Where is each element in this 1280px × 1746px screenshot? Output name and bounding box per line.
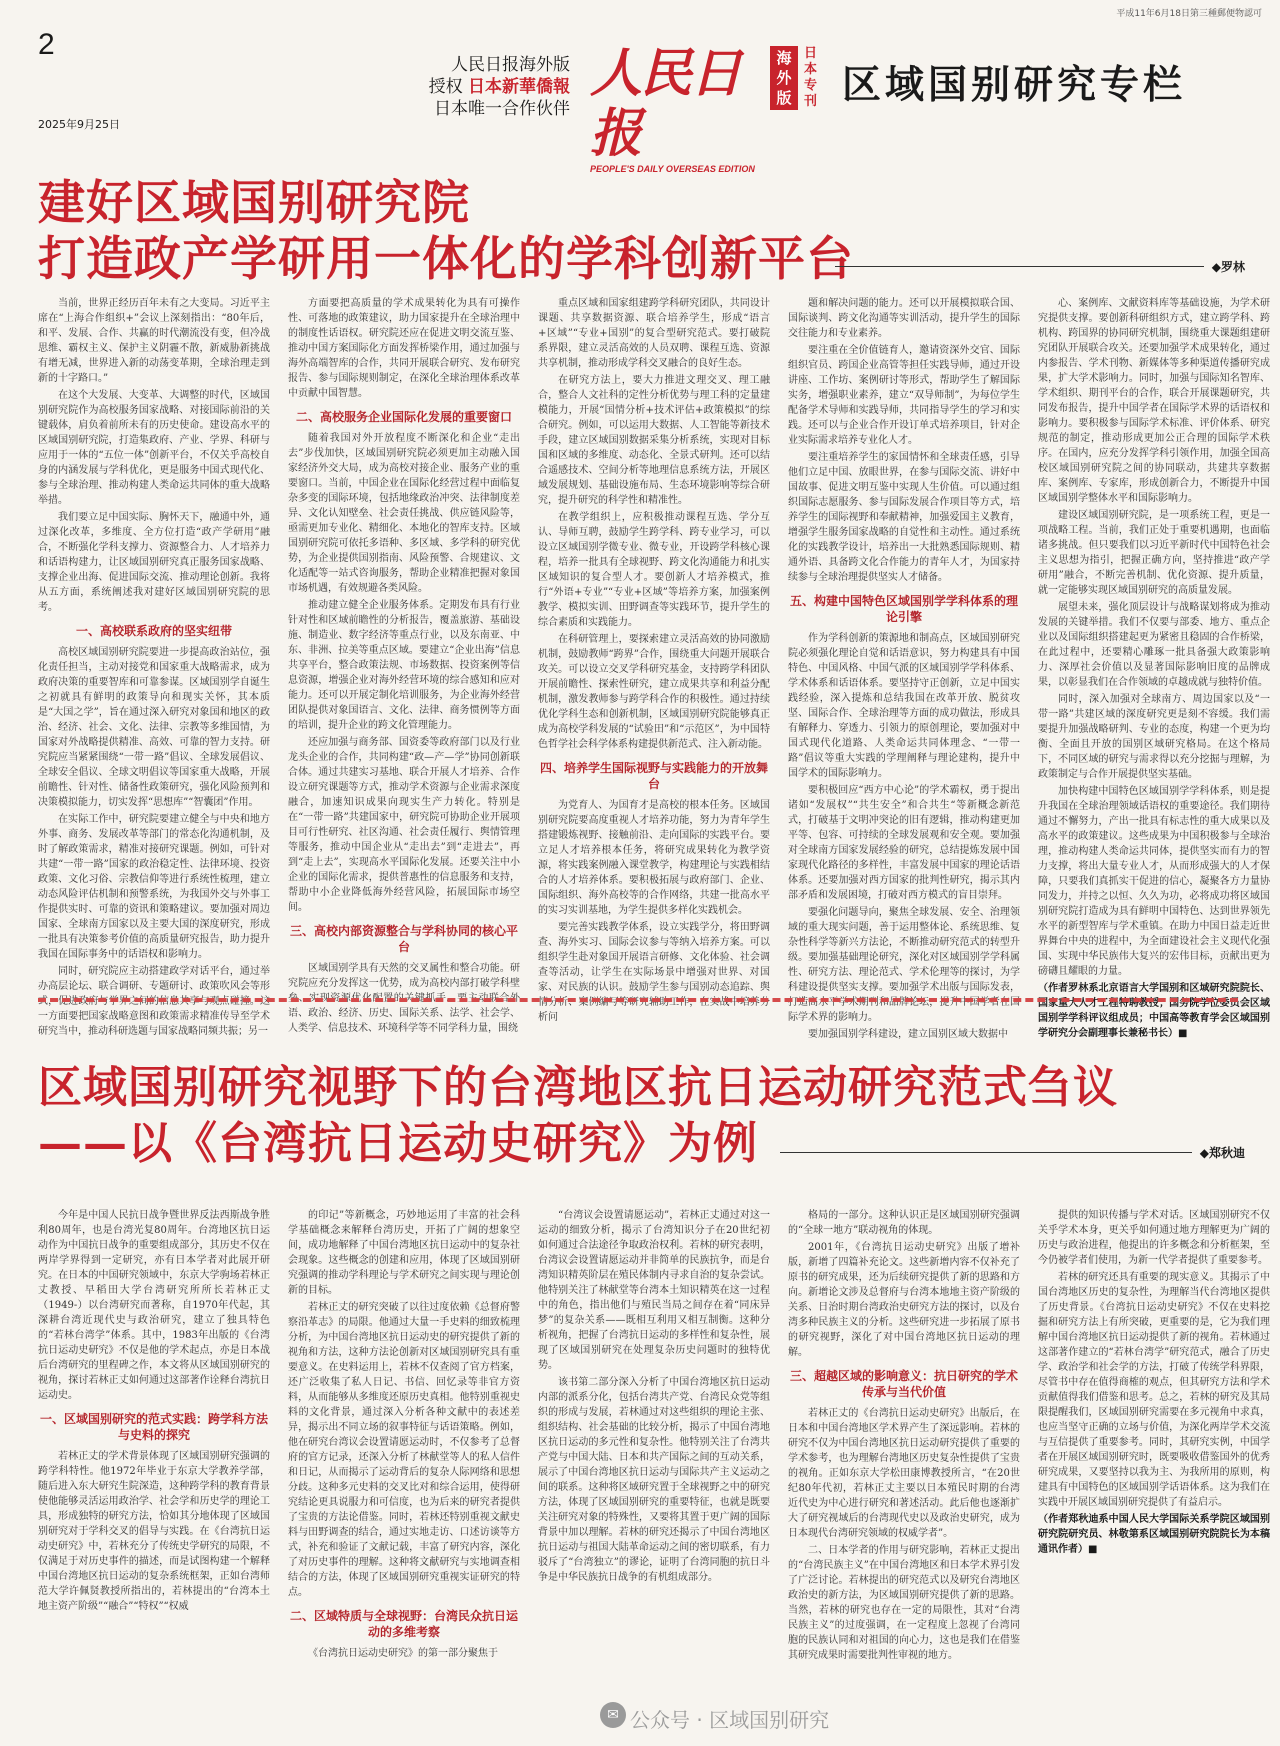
paragraph: 若林的研究还具有重要的现实意义。其揭示了中国台湾地区历史的复杂性，为理解当代台湾地区提供了历史背景。《台湾抗日运动史研究》不仅在史料挖掘和研究方法上有所突破，更重要的是，它为我们理解中国台湾地区抗日运动提供了新的视角。若林通过这部著作建立的“若林台湾学”研究范式，融合了历史学、政治学和社会学的方法，打破了传统学科界限，尽管书中存在值得商榷的观点，但其研究方法和学术贡献值得我们借鉴和思考。总之，若林的研究及其局限提醒我们，区域国别研究需要在多元视角中求真，也应当坚守正确的立场与价值，为深化两岸学术交流与互信提供了重要参考。同时，其研究实例，中国学者在开展区域国别研究时，既要吸收借鉴国外的优秀研究成果，又要坚持以我为主、为我所用的原则，构建具有中国特色的区域国别学话语体系。这为我们在实践中开展区域国别研究提供了有益启示。 <box>1038 1272 1270 1508</box>
paragraph: 2001年，《台湾抗日运动史研究》出版了增补版，新增了四篇补充论文。这些新增内容不仅补充了原书的研究成果，还为后续研究提供了新的思路和方向。新增论文涉及总督府与台湾本地地主资产阶级的关系、日治时期台湾政治史研究方法的探讨，以及台湾多种民族主义的分析。这些研究进一步拓展了原书的研究视野，深化了对中国台湾地区抗日运动的理解。 <box>788 1242 1020 1358</box>
article2-byline-row <box>780 1142 1245 1162</box>
article2-column <box>538 1208 770 1704</box>
section-heading: 一、高校联系政府的坚实纽带 <box>75 624 232 638</box>
partner-line-2: 授权 日本新華僑報 <box>428 77 570 97</box>
article1-column <box>288 296 520 1034</box>
paragraph: 我们要立足中国实际、胸怀天下，融通中外，通过深化改革，多维度、全方位打造“政产学研用”融合，不断强化学科支撑力、资源整合力、人才培养力和话语构建力，让区域国别研究真正服务国家战略、支撑企业出海、促进国际交流、推动理论创新。我将从五方面，系统阐述我对建好区域国别研究院的思考。 <box>38 512 270 613</box>
corner-note: 平成11年6月18日第三種郵便物認可 <box>1116 9 1262 19</box>
issue-date: 2025年9月25日 <box>38 118 120 131</box>
article2-column <box>38 1208 270 1704</box>
section-heading: 四、培养学生国际视野与实践能力的开放舞台 <box>539 761 768 791</box>
paragraph: “台湾议会设置请愿运动”，若林正丈通过对这一运动的细致分析，揭示了台湾知识分子在20世纪初如何通过合法途径争取政治权利。若林的研究表明，台湾议会设置请愿运动并非简单的民族抗争，而是台湾知识精英阶层在殖民体制内寻求自治的复杂尝试。他特别关注了林献堂等台湾本土知识精英在这一过程中的角色，指出他们与殖民当局之间存在着“同床异梦”的复杂关系——既相互利用又相互制衡。这种分析视角，把握了台湾抗日运动的多样性和复杂性，展现了区域国别研究在处理复杂历史问题时的独特优势。 <box>538 1210 770 1371</box>
partner-brand: 日本新華僑報 <box>468 77 570 97</box>
masthead <box>590 43 770 174</box>
article1-byline-row <box>835 256 1245 276</box>
section-heading: 一、区域国别研究的范式实践：跨学科方法与史料的探究 <box>39 1412 268 1442</box>
section-heading: 二、高校服务企业国际化发展的重要窗口 <box>295 410 512 424</box>
paragraph: 区域国别学具有天然的交叉属性和整合功能。研究院应充分发挥这一优势，成为高校内部打破学科壁垒、实现资源优化配置的关键抓手。要主动联合外语、政治、经济、历史、国际关系、法学、社会学、人类学、信息技术、环境科学等不同学科力量，围绕 <box>288 963 520 1034</box>
page-number: 2 <box>38 28 55 61</box>
paragraph: 还应加强与商务部、国资委等政府部门以及行业龙头企业的合作，共同构建“政—产—学”协同创新联合体。通过共建实习基地、联合开展人才培养、合作设立研究课题等方式，推动学术资源与企业需求深度融合，加速知识成果向现实生产力转化。特别是在“一带一路”共建国家中，研究院可协助企业开展项目可行性研究、社区沟通、社会责任履行、舆情管理等服务，推动中国企业从“走出去”到“走进去”，再到“走上去”，实现高水平国际化发展。还要关注中小企业的国际化需求，提供普惠性的信息服务和支持，帮助中小企业降低海外经营风险，拓展国际市场空间。 <box>288 737 520 913</box>
section-heading: 三、高校内部资源整合与学科协同的核心平台 <box>289 924 518 954</box>
paragraph: 作为学科创新的策源地和制高点，区域国别研究院必须强化理论自觉和话语意识，努力构建具有中国特色、中国风格、中国气派的区域国别学学科体系、学术体系和话语体系。要坚持守正创新，立足中国实践经验，深入提炼和总结我国在改革开放、脱贫攻坚、国际合作、全球治理等方面的成功做法，形成具有解释力、穿透力、引领力的原创理论，要加强对中国式现代化道路、人类命运共同体理念、“一带一路”倡议等重大实践的学理阐释与理论建构，提升中国学术的国际影响力。 <box>788 633 1020 779</box>
article1-byline: ◆罗林 <box>1211 259 1245 274</box>
section-heading: 五、构建中国特色区域国别学学科体系的理论引擎 <box>789 594 1018 624</box>
byline-rule <box>835 266 1204 267</box>
paragraph: 同时，研究院应主动搭建政学对话平台，通过举办高层论坛、联合调研、专题研讨、政策吹风会等形式，促进政府与学界之间的信息共享与观点碰撞。这一方面要把国家战略意图和政策需求精准传导至学术研究当中，推动科研选题与国家战略同频共振；另一 <box>38 966 270 1037</box>
overseas-edition-tag: 海外版 <box>770 46 798 110</box>
article2-title-line1: 区域国别研究视野下的台湾地区抗日运动研究范式刍议 <box>38 1062 1118 1113</box>
paragraph: 重点区域和国家组建跨学科研究团队，共同设计课题、共享数据资源、联合培养学生，形成“语言+区域”“专业+国别”的复合型研究范式。要打破院系界限，建立灵活高效的人员双聘、课程互选、资源共享机制，推动形成学科交叉融合的良好生态。 <box>538 298 770 369</box>
article1-column <box>538 296 770 1023</box>
paragraph: 的印记”等新概念，巧妙地运用了丰富的社会科学基础概念来解释台湾历史，开拓了广阔的想象空间，成功地解释了中国台湾地区抗日运动中的复杂社会现象。这些概念的创建和应用，体现了区域国别研究强调的推动学科理论与学术研究之间实现与理论创新的目标。 <box>288 1210 520 1296</box>
paragraph: 在研究方法上，要大力推进文理交叉、理工融合，整合人文社科的定性分析优势与理工科的定量建模能力，开展“国情分析+技术评估+政策模拟”的综合研究。例如，可以运用大数据、人工智能等新技术手段，建立区域国别数据采集分析系统，实现对目标国和区域的多维度、动态化、全景式研判。还可以结合遥感技术、空间分析等地理信息系统方法，开展区域发展规划、基础设施布局、生态环境影响等综合研究，提升研究的科学性和精准性。 <box>538 375 770 506</box>
paragraph: 《台湾抗日运动史研究》的第一部分聚焦于 <box>308 1648 498 1659</box>
article2-column <box>788 1208 1020 1704</box>
paragraph: 要注重培养学生的家国情怀和全球责任感，引导他们立足中国、放眼世界，在参与国际交流、讲好中国故事、促进文明互鉴中实现人生价值。可以通过组织国际志愿服务、参与国际发展合作项目等方式，培养学生的国际视野和奉献精神，加强爱国主义教育，增强学生服务国家战略的自觉性和主动性。通过系统化的实践教学设计，培养出一大批熟悉国际规则、精通外语、具备跨文化合作能力的青年人才，为国家持续参与全球治理提供坚实人才储备。 <box>788 452 1020 583</box>
article1-title-line1: 建好区域国别研究院 <box>38 176 470 231</box>
article2-column <box>1038 1208 1270 1704</box>
paragraph: 要注重在全价值链育人，邀请资深外交官、国际组织官员、跨国企业高管等担任实践导师，通过开设讲座、工作坊、案例研讨等形式，帮助学生了解国际实务，增强职业素养，建立“双导师制”，为每位学生配备学术导师和实践导师，共同指导学生的学习和实践。还可以与企业合作开设订单式培养项目，针对企业实际需求培养专业化人才。 <box>788 345 1020 446</box>
watermark: 公众号 · 区域国别研究 <box>630 1708 830 1732</box>
paragraph: 在科研管理上，要探索建立灵活高效的协同激励机制，鼓励教师“跨界”合作，围绕重大问题开展联合攻关。可以设立交叉学科研究基金，支持跨学科团队开展前瞻性、探索性研究，建立成果共享和利益分配机制，激发教师参与跨学科合作的积极性。通过持续优化学科生态和创新机制，区域国别研究院能够真正成为高校学科发展的“试验田”和“示范区”，为中国特色哲学社会科学体系构建提供新范式、注入新动能。 <box>538 634 770 750</box>
article1-headline <box>38 176 854 288</box>
article2-body <box>38 1208 1280 1704</box>
paragraph: 展望未来，强化顶层设计与战略谋划将成为推动发展的关键举措。我们不仅要与部委、地方、重点企业以及国际组织搭建起更为紧密且稳固的合作桥梁，在此过程中，还要精心雕琢一批具备强大政策影响力、深厚社会价值以及显著国际影响旧度的品牌成果，以彰显我们在合作领域的卓越成就与独特价值。 <box>1038 602 1270 688</box>
paragraph: 心、案例库、文献资料库等基础设施，为学术研究提供支撑。要创新科研组织方式，建立跨学科、跨机构、跨国界的协同研究机制，围绕重大课题组建研究团队开展联合攻关。还要加强学术成果转化，通过内参报告、学术刊物、新媒体等多种渠道传播研究成果，扩大学术影响力。同时，加强与国际知名智库、学术组织、期刊平台的合作，联合开展课题研究，共同发布报告，提升中国学者在国际学术界的话语权和影响力。要积极参与国际学术标准、评价体系、研究规范的制定，推动形成更加公正合理的国际学术秩序。在国内，应充分发挥学科引领作用，加强全国高校区域国别研究院之间的协同联动，共建共享数据库、案例库、专家库，形成创新合力，不断提升中国区域国别学整体水平和国际影响力。 <box>1038 298 1270 504</box>
paragraph: 今年是中国人民抗日战争暨世界反法西斯战争胜利80周年，也是台湾光复80周年。台湾地区抗日运动作为中国抗日战争的重要组成部分，其历史不仅在两岸学界得到一定研究，亦有日本学者对此展开研究。在日本的中国研究领域中，东京大学驹场若林正丈教授、早稻田大学台湾研究所所长若林正丈（1949-）以台湾研究而著称，自1970年代起，其深耕台湾近现代史与政治研究，建立了独具特色的“若林台湾学”体系。其中，1983年出版的《台湾抗日运动史研究》不仅是他的学术起点，亦是日本战后台湾研究的里程碑之作，本文将从区域国别研究的视角，探讨若林正丈如何通过这部著作诠释台湾抗日运动史。 <box>38 1210 270 1401</box>
paragraph: 在教学组织上，应积极推动课程互选、学分互认、导师互聘，鼓励学生跨学科、跨专业学习，可以设立区域国别学微专业、微专业，开设跨学科核心课程，培养一批具有全球视野、跨文化沟通能力和扎实区域知识的复合型人才。要创新人才培养模式，推行“外语+专业”“专业+区域”等培养方案，加强案例教学、模拟实训、田野调查等实践环节，提升学生的综合素质和实践能力。 <box>538 512 770 628</box>
paragraph: 方面要把高质量的学术成果转化为具有可操作性、可落地的政策建议，助力国家提升在全球治理中的制度性话语权。研究院还应在促进文明交流互鉴、推动中国方案国际化方面发挥桥梁作用，通过加强与海外高端智库的合作，共同开展联合研究、发布研究报告、参与国际规则制定，在深化全球治理体系改革中贡献中国智慧。 <box>288 298 520 399</box>
paragraph: 提供的知识传播与学术对话。区域国别研究不仅关乎学术本身，更关乎如何通过地方理解更为广阔的历史与政治进程，他提出的许多概念和分析框架，至今仍被学者们使用，为新一代学者提供了重要参考。 <box>1038 1210 1270 1266</box>
article2-column <box>288 1208 520 1704</box>
article1-column <box>788 296 1020 1040</box>
paragraph: 当前，世界正经历百年未有之大变局。习近平主席在“上海合作组织+”会议上深刻指出：“80年后，和平、发展、合作、共赢的时代潮流没有变，但冷战思维、霸权主义、保护主义阴霾不散，新威胁新挑战有增无减，世界进入新的动荡变革期，全球治理走到新的十字路口。” <box>38 298 270 384</box>
author-note: （作者郑秋迪系中国人民大学国际关系学院区域国别研究院研究员、林敬第系区域国别研究院院长为本稿通讯作者）■ <box>1038 1514 1270 1555</box>
paragraph: 同时，深入加强对全球南方、周边国家以及“一带一路”共建区域的深度研究更是刻不容缓。我们需要提升加强战略研判、专业的态度，构建一个更为均衡、全面且开放的国别区域研究格局。在这个格局下，不同区域的研究与需求得以充分挖掘与理解，为政策制定与合作开展提供坚实基础。 <box>1038 694 1270 780</box>
partner-line-1: 人民日报海外版 <box>451 55 570 75</box>
masthead-english: PEOPLE'S DAILY OVERSEAS EDITION <box>590 164 755 174</box>
paragraph: 随着我国对外开放程度不断深化和企业“走出去”步伐加快，区域国别研究院必须更加主动融入国家经济外交大局，成为高校对接企业、服务产业的重要窗口。当前，中国企业在国际化经营过程中面临复杂多变的国际环境，包括地缘政治冲突、法律制度差异、文化认知壁垒、社会责任挑战、供应链风险等，亟需更加专业化、精细化、本地化的智库支持。区域国别研究院可依托多语种、多区域、多学科的研究优势，为企业提供国别指南、风险预警、合规建议、文化适配等一站式咨询服务，帮助企业精准把握对象国市场机遇，有效规避各类风险。 <box>288 433 520 594</box>
article1-body <box>38 296 1280 1040</box>
paragraph: 格局的一部分。这种认识正是区域国别研究强调的“全球一地方”联动视角的体现。 <box>788 1210 1020 1236</box>
partner-block <box>400 54 570 120</box>
paragraph: 要加强国别学科建设，建立国别区域大数据中 <box>808 1029 1008 1040</box>
paragraph: 若林正丈的学术背景体现了区域国别研究强调的跨学科特性。他1972年毕业于东京大学教养学部，随后进入东大研究生院深造，这种跨学科的教育背景使他能够灵活运用政治学、社会学和历史学的理论工具，形成独特的研究方法，恰如其分地体现了区域国别研究对于学科交叉的倡导与实践。在《台湾抗日运动史研究》中，若林充分了传统史学研究的局限，不仅满足于对历史事件的描述，而是试图构建一个解释中国台湾地区抗日运动的复杂系统框架，正如台湾师范大学许佩贤教授所指出的，若林提出的“台湾本土地主资产阶级”“融合”“特权”“权威 <box>38 1451 270 1612</box>
byline-rule <box>780 1152 1192 1153</box>
paragraph: 加快构建中国特色区域国别学学科体系，则是提升我国在全球治理领域话语权的重要途径。我们期待通过不懈努力，产出一批具有标志性的重大成果以及高水平的政策建议。这些成果为中国积极参与全球治理，推动构建人类命运共同体，提供坚实而有力的智力支撑，将出大量专业人才，从而形成强大的人才保障，只要我们真抓实干促进的信心，凝聚各方力量协同发力，并持之以恒、久久为功，必将成功将区域国别研究院打造成为具有鲜明中国特色、达到世界领先水平的新型智库与学术重镇。在助力中国日益走近世界舞台中央的进程中，为全面建设社会主义现代化强国、实现中华民族伟大复兴的宏伟目标，贡献出更为磅礴且耀眼的力量。 <box>1038 786 1270 977</box>
paragraph: 在这个大发展、大变革、大调整的时代，区域国别研究院作为高校服务国家战略、对接国际前沿的关键载体，肩负着前所未有的历史使命。建设高水平的区域国别研究院，打造集政府、产业、学界、科研与应用于一体的“五位一体”创新平台，不仅关乎高校自身的内涵发展与学科优化，更是服务中国式现代化、参与全球治理、推动构建人类命运共同体的重大战略举措。 <box>38 390 270 506</box>
paragraph: 题和解决问题的能力。还可以开展模拟联合国、国际谈判、跨文化沟通等实训活动，提升学生的国际交往能力和专业素养。 <box>788 298 1020 339</box>
japan-edition-label: 日本专刊 <box>804 46 818 109</box>
paragraph: 高校区域国别研究院要进一步提高政治站位，强化责任担当，主动对接党和国家重大战略需求，成为政府决策的重要智库和可靠参谋。区域国别学自诞生之初就具有鲜明的政策导向和现实关怀，其本质是“大国之学”，旨在通过深入研究对象国和地区的政治、经济、社会、文化、法律、宗教等多维国情，为国家对外战略提供精准、高效、可靠的智力支持。研究院应当紧紧围绕“一带一路”倡议、全球发展倡议、全球安全倡议、全球文明倡议等国家重大战略，开展前瞻性、针对性、储备性政策研究，强化风险预判和决策模拟能力，切实发挥“思想库”“智囊团”作用。 <box>38 647 270 808</box>
section-heading: 三、超越区域的影响意义：抗日研究的学术传承与当代价值 <box>789 1369 1018 1399</box>
article1-column <box>38 296 270 1037</box>
masthead-logo: 人民日报 <box>590 43 741 164</box>
paragraph: 若林正丈的《台湾抗日运动史研究》出版后，在日本和中国台湾地区学术界产生了深远影响。若林的研究不仅为中国台湾地区抗日运动研究提供了重要的学术参考，也为理解台湾地区历史复杂性提供了宝贵的视角。正如东京大学松田康博教授所言，“在20世纪80年代初，若林正丈主要以日本殖民时期的台湾近代史为中心进行研究和著述活动。此后他也逐渐扩大了研究视域后的台湾现代史以及政治史研究，成为日本现代台湾研究领域的权威学者”。 <box>788 1408 1020 1539</box>
paragraph: 要完善实践教学体系，设立实践学分，将田野调查、海外实习、国际会议参与等纳入培养方案。可以组织学生赴对象国开展语言研修、文化体验、社会调查等活动，让学生在实际场景中增强对世界、对国家、对民族的认识。鼓励学生参与国别动态追踪、舆情分析、案例编写等研究辅助工作，在实战中培养分析问 <box>538 922 770 1023</box>
paragraph: 为党育人、为国育才是高校的根本任务。区域国别研究院要高度重视人才培养功能，努力为青年学生搭建锻炼视野、接触前沿、走向国际的实践平台。要立足人才培养根本任务，将研究成果转化为教学资源，将实践案例融入课堂教学，构建理论与实践相结合的人才培养体系。要积极拓展与政府部门、企业、国际组织、海外高校等的合作网络，共建一批高水平的实习实训基地，为学生提供多样化实践机会。 <box>538 800 770 916</box>
paragraph: 若林正丈的研究突破了以往过度依赖《总督府警察沿革志》的局限。他通过大量一手史料的细致梳理分析，为中国台湾地区抗日运动史的研究提供了新的视角和方法，这种方法论创新对区域国别研究具有重要意义。在史料运用上，若林不仅查阅了官方档案，还广泛收集了私人日记、书信、回忆录等非官方资料，从而能够从多维度还原历史真相。他特别重视史料的文化背景，通过深入分析各种文献中的表述差异，揭示出不同立场的叙事特征与话语策略。例如，他在研究台湾议会设置请愿运动时，不仅参考了总督府的官方记录，还深入分析了林献堂等人的私人信件和日记，从而揭示了运动背后的复杂人际网络和思想分歧。这种多元史料的交叉比对和综合运用，使得研究结论更具说服力和可信度，也为后来的研究者提供了宝贵的方法论借鉴。同时，若林还特别重视文献史料与田野调查的结合，通过实地走访、口述访谈等方式，补充和验证了文献记载，丰富了研究内容，深化了对历史事件的理解。这种将文献研究与实地调查相结合的方法，体现了区域国别研究重视实证研究的特点。 <box>288 1302 520 1598</box>
paragraph: 要积极回应“西方中心论”的学术霸权，勇于提出诸如“发展权”“共生安全”和合共生“等新概念新范式，打破基于文明冲突论的旧有逻辑，推动构建更加平等、包容、可持续的全球发展观和安全观。要加强对全球南方国家发展经验的研究，总结提炼发展中国家现代化路径的多样性，丰富发展中国家的理论话语体系。还要加强对西方国家的批判性研究，揭示其内部矛盾和发展困境，打破对西方模式的盲目崇拜。 <box>788 785 1020 901</box>
wechat-icon: ✉ <box>600 1702 626 1728</box>
section-heading: 二、区域特质与全球视野：台湾民众抗日运动的多维考察 <box>289 1609 518 1639</box>
section-divider <box>38 998 1238 1002</box>
partner-line-3: 日本唯一合作伙伴 <box>434 99 570 119</box>
article1-title-line2: 打造政产学研用一体化的学科创新平台 <box>38 232 854 287</box>
paragraph: 要强化问题导向，聚焦全球发展、安全、治理领域的重大现实问题，善于运用整体论、系统思维、复杂性科学等新兴方法论，不断推动研究范式的转型升级。要加强基础理论研究，深化对区域国别学学科属性、研究方法、理论范式、学术伦理等的探讨，为学科建设提供坚实支撑。要加强学术出版与国际发表，打造高水平学术期刊和品牌论坛，提升中国学者在国际学术界的影响力。 <box>788 907 1020 1023</box>
article1-column <box>1038 296 1270 1039</box>
paragraph: 该书第二部分深入分析了中国台湾地区抗日运动内部的派系分化，包括台湾共产党、台湾民众党等组织的形成与发展，若林通过对这些组织的理论主张、组织结构、社会基础的比较分析，揭示了中国台湾地区抗日运动的多元性和复杂性。他特别关注了台湾共产党与中国大陆、日本和共产国际之间的互动关系，展示了中国台湾地区抗日运动与国际共产主义运动之间的联系。这种将区域研究置于全球视野之中的研究方法，体现了区域国别研究的重要特征，也就是既要关注研究对象的特殊性，又要将其置于更广阔的国际背景中加以理解。若林的研究还揭示了中国台湾地区抗日运动与祖国大陆革命运动之间的密切联系，有力驳斥了“台湾独立”的谬论，证明了台湾同胞的抗日斗争是中华民族抗日战争的有机组成部分。 <box>538 1377 770 1583</box>
paragraph: 二、日本学者的作用与研究影响，若林正丈提出的“台湾民族主义”在中国台湾地区和日本学术界引发了广泛讨论。若林提出的研究范式以及研究台湾地区政治史的新方法，为区域国别研究提供了新的思路。当然，若林的研究也存在一定的局限性，其对“台湾民族主义”的过度强调，在一定程度上忽视了台湾同胞的民族认同和对祖国的向心力，这也是我们在借鉴其研究成果时需要批判性审视的地方。 <box>788 1545 1020 1661</box>
article2-title-line2: ——以《台湾抗日运动史研究》为例 <box>38 1118 758 1169</box>
paragraph: 推动建立健全企业服务体系。定期发布具有行业针对性和区域前瞻性的分析报告，覆盖旅游、基础设施、制造业、数字经济等重点行业，以及东南亚、中东、非洲、拉美等重点区域。要建立“企业出海”信息共享平台，整合政策法规、市场数据、投资案例等信息资源，增强企业对海外经营环境的综合感知和应对能力。还可以开展定制化培训服务，为企业海外经营团队提供对象国语言、文化、法律、商务惯例等方面的培训，提升企业的跨文化管理能力。 <box>288 600 520 731</box>
paragraph: 建设区域国别研究院，是一项系统工程，更是一项战略工程。当前，我们正处于重要机遇期，也面临诸多挑战。但只要我们以习近平新时代中国特色社会主义思想为指引，把握正确方向，坚持推进“政产学研用”融合，不断完善机制、优化资源、提升质量，就一定能够实现区域国别研究的高质量发展。 <box>1038 510 1270 596</box>
article2-byline: ◆郑秋迪 <box>1199 1145 1245 1160</box>
column-title: 区域国别研究专栏 <box>842 62 1187 108</box>
author-note: （作者罗林系北京语言大学国别和区域研究院院长、国家重大人才工程特聘教授；国务院学位委员会区域国别学学科评议组成员；中国高等教育学会区域国别学研究分会副理事长兼秘书长）■ <box>1038 983 1270 1039</box>
paragraph: 在实际工作中，研究院要建立健全与中央和地方外事、商务、发展改革等部门的常态化沟通机制，及时了解政策需求，精准对接研究课题。例如，可针对共建“一带一路”国家的政治稳定性、法律环境、投资政策、文化习俗、宗教信仰等进行系统性梳理，建立动态风险评估机制和预警系统，为我国外交与外事工作提供实时、可靠的资讯和策略建议。要加强对周边国家、全球南方国家以及主要大国的深度研究，形成一批具有决策参考价值的高质量研究报告，助力提升我国在国际事务中的话语权和影响力。 <box>38 814 270 960</box>
